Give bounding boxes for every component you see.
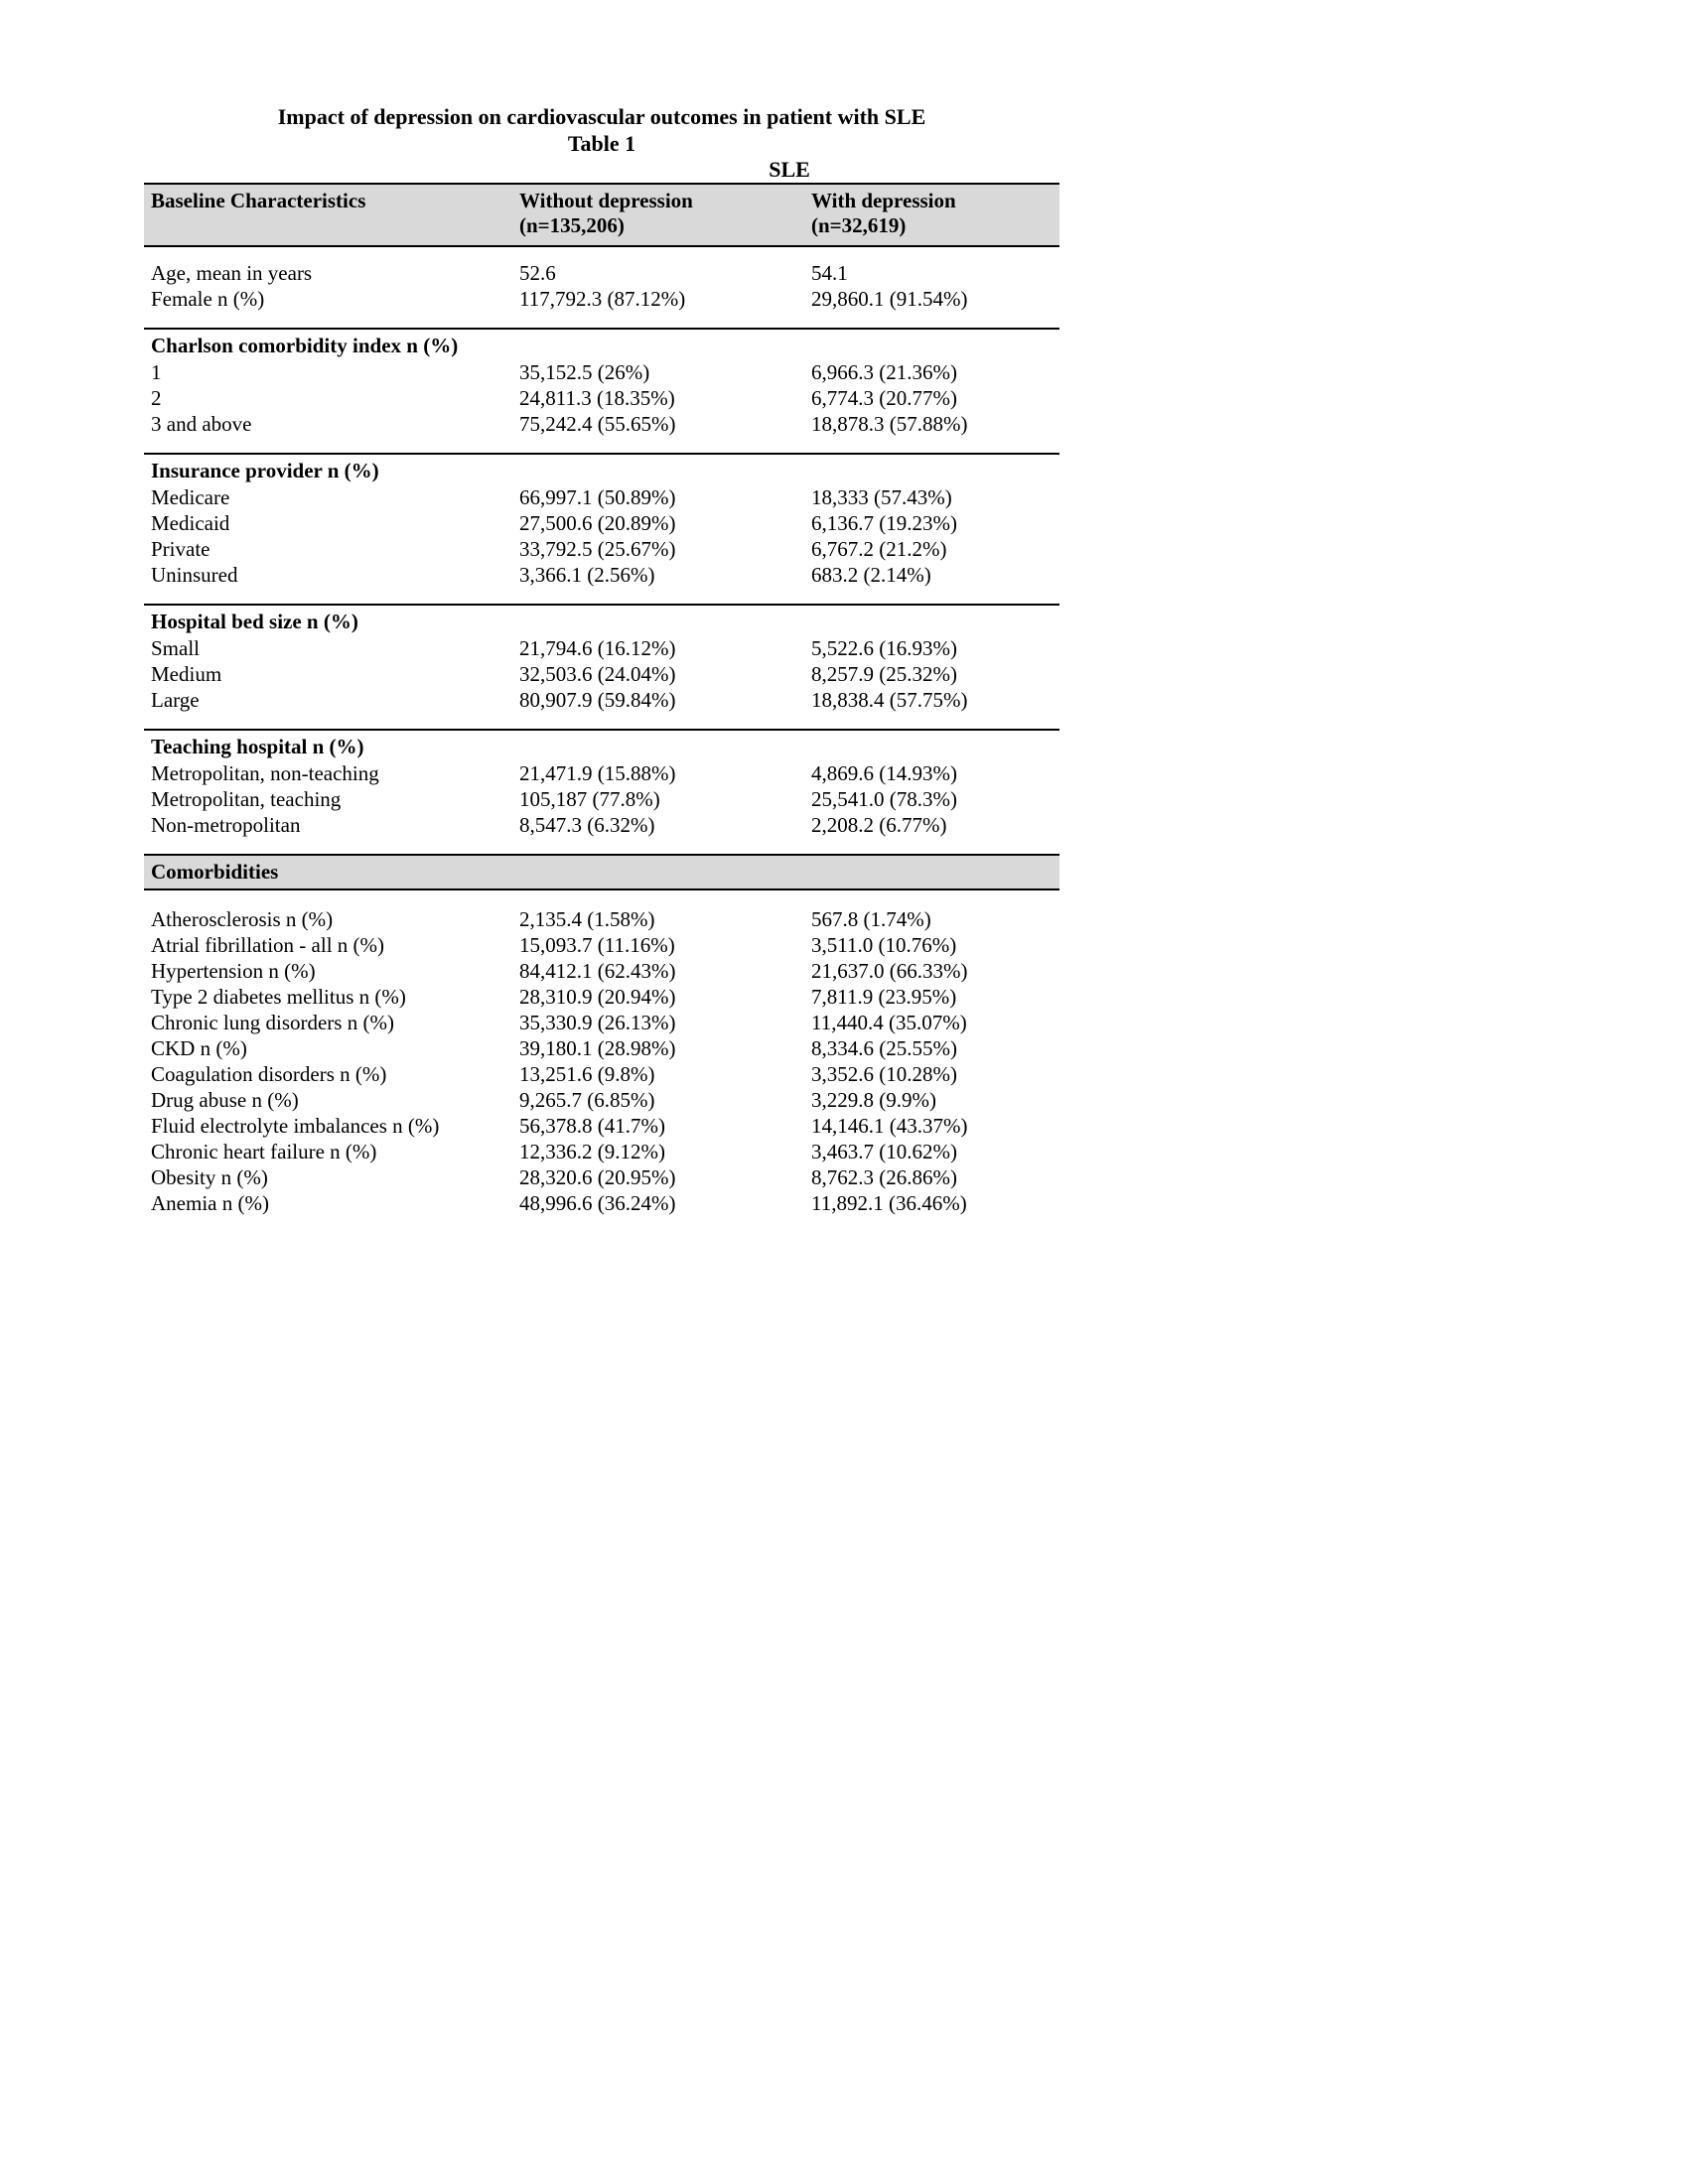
baseline-characteristics-table — [144, 183, 1059, 1216]
row-label: Chronic lung disorders n (%) — [151, 1011, 394, 1034]
table-header-row — [144, 183, 1059, 247]
value-with-depression: 6,774.3 (20.77%) — [811, 386, 957, 410]
value-with-depression: 3,229.8 (9.9%) — [811, 1088, 936, 1112]
row-label: Hypertension n (%) — [151, 959, 316, 983]
value-without-depression: 66,997.1 (50.89%) — [519, 485, 676, 509]
table-row — [144, 359, 1059, 385]
value-with-depression: 18,838.4 (57.75%) — [811, 688, 968, 712]
value-with-depression: 6,136.7 (19.23%) — [811, 511, 957, 535]
table-row — [144, 635, 1059, 661]
row-label: Medicaid — [151, 511, 230, 535]
spacer — [144, 437, 1059, 453]
value-without-depression: 8,547.3 (6.32%) — [519, 813, 655, 837]
table-row — [144, 411, 1059, 437]
table-row — [144, 1087, 1059, 1113]
row-label: Atherosclerosis n (%) — [151, 907, 334, 931]
document-content — [144, 103, 1059, 1216]
row-label: Age, mean in years — [151, 261, 313, 285]
row-label: 3 and above — [151, 412, 252, 436]
column-header-without-depression — [519, 189, 811, 238]
table-row — [144, 1139, 1059, 1164]
row-label: Female n (%) — [151, 287, 265, 311]
table-row — [144, 687, 1059, 713]
value-without-depression: 12,336.2 (9.12%) — [519, 1140, 665, 1163]
value-with-depression: 11,892.1 (36.46%) — [811, 1191, 967, 1215]
table-row — [144, 1113, 1059, 1139]
value-without-depression: 28,310.9 (20.94%) — [519, 985, 676, 1009]
column-header-baseline-characteristics: Baseline Characteristics — [151, 189, 366, 212]
value-with-depression: 21,637.0 (66.33%) — [811, 959, 968, 983]
table-row — [144, 1190, 1059, 1216]
table-row — [144, 984, 1059, 1010]
row-label: Drug abuse n (%) — [151, 1088, 299, 1112]
value-with-depression: 14,146.1 (43.37%) — [811, 1114, 968, 1138]
value-without-depression: 21,471.9 (15.88%) — [519, 761, 676, 785]
spacer — [144, 838, 1059, 854]
value-without-depression: 35,330.9 (26.13%) — [519, 1011, 676, 1034]
value-without-depression: 3,366.1 (2.56%) — [519, 563, 655, 587]
row-label: Metropolitan, teaching — [151, 787, 342, 811]
row-label: Uninsured — [151, 563, 238, 587]
value-with-depression: 3,352.6 (10.28%) — [811, 1062, 957, 1086]
value-with-depression: 6,966.3 (21.36%) — [811, 360, 957, 384]
value-with-depression: 18,878.3 (57.88%) — [811, 412, 968, 436]
value-without-depression: 80,907.9 (59.84%) — [519, 688, 676, 712]
value-without-depression: 52.6 — [519, 261, 556, 285]
value-with-depression: 5,522.6 (16.93%) — [811, 636, 957, 660]
value-without-depression: 21,794.6 (16.12%) — [519, 636, 676, 660]
value-without-depression: 75,242.4 (55.65%) — [519, 412, 676, 436]
row-label: Small — [151, 636, 201, 660]
row-label: CKD n (%) — [151, 1036, 247, 1060]
row-label: Anemia n (%) — [151, 1191, 269, 1215]
value-without-depression: 117,792.3 (87.12%) — [519, 287, 686, 311]
value-with-depression: 8,334.6 (25.55%) — [811, 1036, 957, 1060]
table-number-label: Table 1 — [567, 131, 636, 156]
value-with-depression: 8,257.9 (25.32%) — [811, 662, 957, 686]
row-label: Medium — [151, 662, 222, 686]
table-row — [144, 260, 1059, 286]
row-label: Medicare — [151, 485, 230, 509]
section-header: Teaching hospital n (%) — [144, 729, 1059, 760]
column-header-without-depression-n: (n=135,206) — [519, 213, 625, 237]
spacer — [144, 312, 1059, 328]
row-label: 2 — [151, 386, 162, 410]
row-label: Large — [151, 688, 200, 712]
table-row — [144, 958, 1059, 984]
value-without-depression: 27,500.6 (20.89%) — [519, 511, 676, 535]
row-label: Type 2 diabetes mellitus n (%) — [151, 985, 406, 1009]
table-row — [144, 1164, 1059, 1190]
value-with-depression: 2,208.2 (6.77%) — [811, 813, 947, 837]
value-without-depression: 35,152.5 (26%) — [519, 360, 650, 384]
row-label: Obesity n (%) — [151, 1165, 268, 1189]
section-header: Insurance provider n (%) — [144, 453, 1059, 484]
column-header-with-depression — [811, 189, 1059, 238]
value-without-depression: 105,187 (77.8%) — [519, 787, 660, 811]
value-with-depression: 6,767.2 (21.2%) — [811, 537, 947, 561]
value-with-depression: 54.1 — [811, 261, 848, 285]
column-header-with-depression-n: (n=32,619) — [811, 213, 907, 237]
row-label: Coagulation disorders n (%) — [151, 1062, 387, 1086]
table-row — [144, 385, 1059, 411]
column-group-header: SLE — [769, 157, 810, 182]
spacer — [144, 713, 1059, 729]
value-with-depression: 683.2 (2.14%) — [811, 563, 931, 587]
value-with-depression: 3,511.0 (10.76%) — [811, 933, 957, 957]
row-label: Metropolitan, non-teaching — [151, 761, 379, 785]
table-row — [144, 1061, 1059, 1087]
section-header: Charlson comorbidity index n (%) — [144, 328, 1059, 359]
table-row — [144, 484, 1059, 510]
value-with-depression: 18,333 (57.43%) — [811, 485, 952, 509]
row-label: Atrial fibrillation - all n (%) — [151, 933, 385, 957]
value-without-depression: 32,503.6 (24.04%) — [519, 662, 676, 686]
row-label: Chronic heart failure n (%) — [151, 1140, 377, 1163]
document-title: Impact of depression on cardiovascular outcomes in patient with SLE — [277, 104, 926, 129]
row-label: Non-metropolitan — [151, 813, 301, 837]
value-with-depression: 29,860.1 (91.54%) — [811, 287, 968, 311]
spacer — [144, 890, 1059, 906]
value-with-depression: 11,440.4 (35.07%) — [811, 1011, 967, 1034]
table-row — [144, 1010, 1059, 1035]
value-without-depression: 56,378.8 (41.7%) — [519, 1114, 665, 1138]
value-with-depression: 567.8 (1.74%) — [811, 907, 931, 931]
row-label: Private — [151, 537, 211, 561]
value-without-depression: 48,996.6 (36.24%) — [519, 1191, 676, 1215]
value-with-depression: 3,463.7 (10.62%) — [811, 1140, 957, 1163]
table-row — [144, 812, 1059, 838]
section-header-band: Comorbidities — [144, 854, 1059, 890]
table-row — [144, 1035, 1059, 1061]
value-without-depression: 13,251.6 (9.8%) — [519, 1062, 655, 1086]
table-row — [144, 562, 1059, 588]
value-with-depression: 4,869.6 (14.93%) — [811, 761, 957, 785]
value-with-depression: 7,811.9 (23.95%) — [811, 985, 957, 1009]
value-without-depression: 39,180.1 (28.98%) — [519, 1036, 676, 1060]
value-without-depression: 33,792.5 (25.67%) — [519, 537, 676, 561]
table-row — [144, 661, 1059, 687]
spacer — [144, 588, 1059, 604]
table-row — [144, 906, 1059, 932]
table-row — [144, 760, 1059, 786]
spacer — [144, 247, 1059, 260]
row-label: 1 — [151, 360, 162, 384]
table-row — [144, 286, 1059, 312]
table-row — [144, 786, 1059, 812]
value-without-depression: 15,093.7 (11.16%) — [519, 933, 675, 957]
table-row — [144, 536, 1059, 562]
value-without-depression: 84,412.1 (62.43%) — [519, 959, 676, 983]
value-without-depression: 28,320.6 (20.95%) — [519, 1165, 676, 1189]
value-without-depression: 9,265.7 (6.85%) — [519, 1088, 655, 1112]
value-with-depression: 25,541.0 (78.3%) — [811, 787, 957, 811]
table-row — [144, 510, 1059, 536]
table-row — [144, 932, 1059, 958]
value-without-depression: 24,811.3 (18.35%) — [519, 386, 675, 410]
value-with-depression: 8,762.3 (26.86%) — [811, 1165, 957, 1189]
row-label: Fluid electrolyte imbalances n (%) — [151, 1114, 440, 1138]
section-header: Hospital bed size n (%) — [144, 604, 1059, 635]
column-header-with-depression-title: With depression — [811, 189, 956, 212]
column-header-without-depression-title: Without depression — [519, 189, 693, 212]
value-without-depression: 2,135.4 (1.58%) — [519, 907, 655, 931]
